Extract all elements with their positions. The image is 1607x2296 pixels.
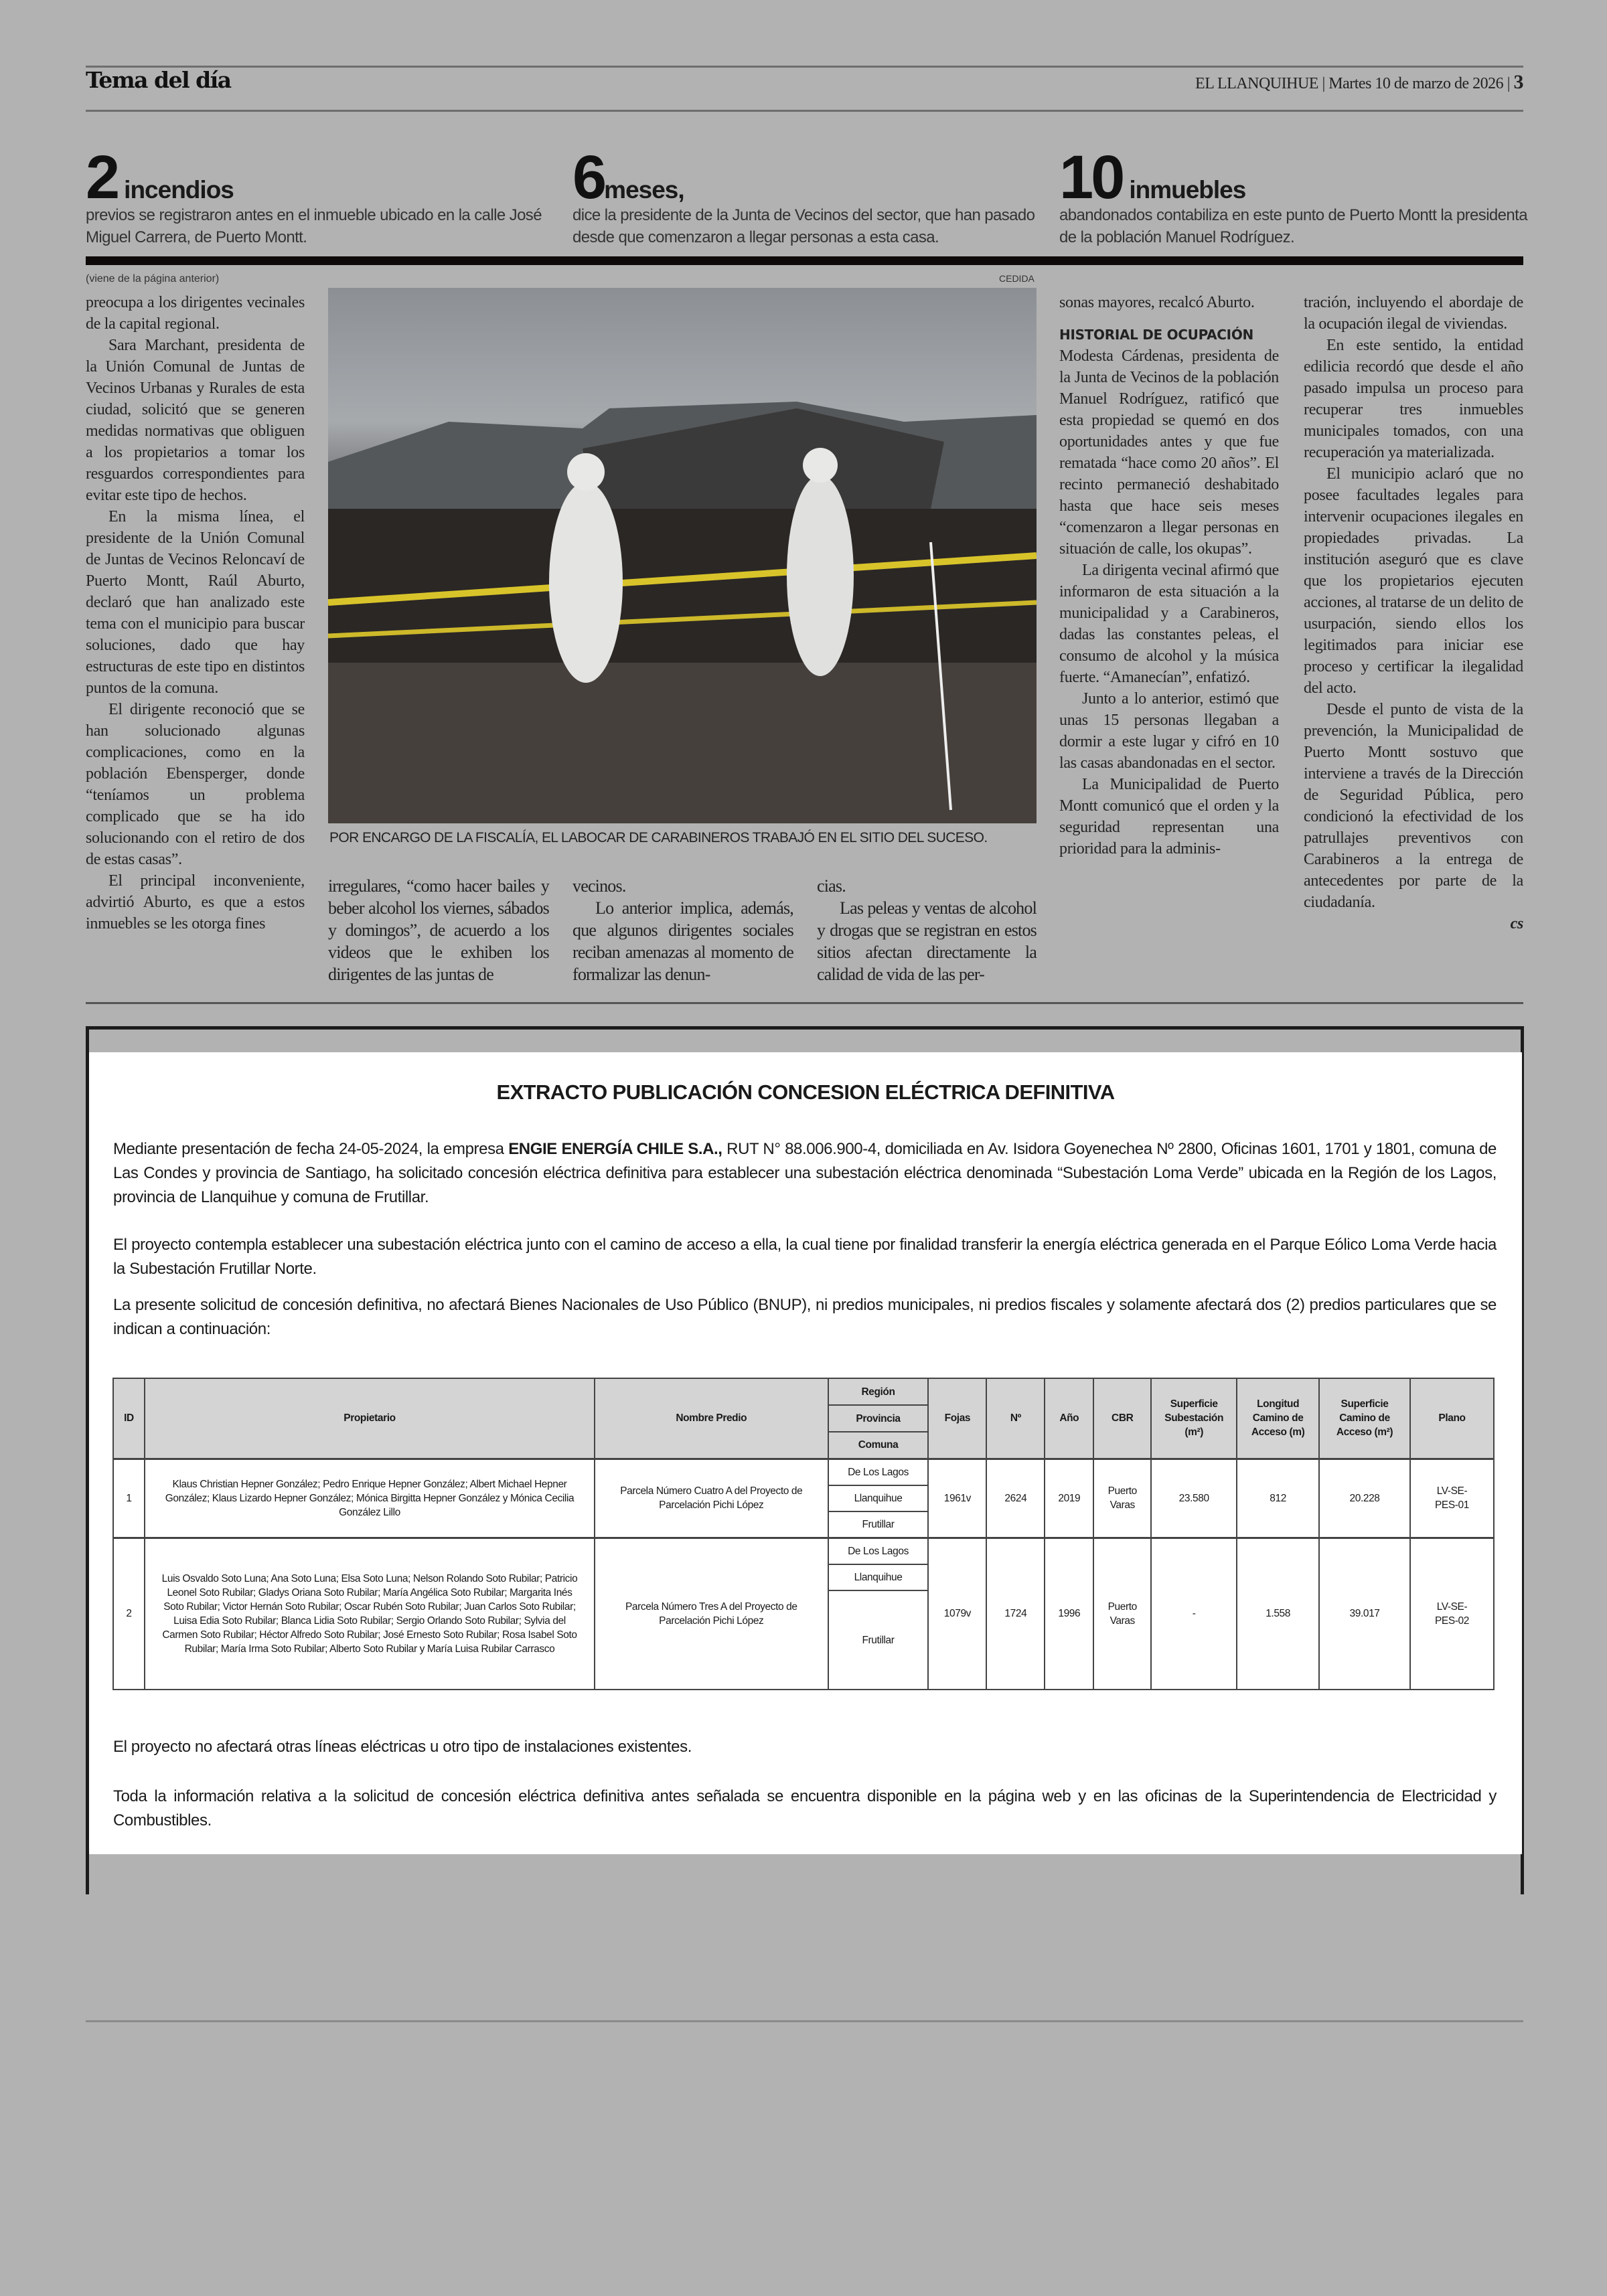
cell-year: 1996: [1045, 1538, 1093, 1690]
header-plan: Plano: [1410, 1378, 1494, 1459]
photo-caption: POR ENCARGO DE LA FISCALÍA, EL LABOCAR DE CARABINEROS TRABAJÓ EN EL SITIO DEL SUCESO.: [329, 830, 988, 845]
paragraph: cias.: [817, 876, 846, 896]
notice-paragraph-5: Toda la información relativa a la solicitud de concesión eléctrica definitiva antes señalada se encuentra disponible en la página web y en las oficinas de la Superintendencia de Electricidad y Combustibles.: [113, 1787, 1497, 1829]
stat-number: 2: [86, 143, 118, 212]
notice-paragraph-1: [113, 1137, 1497, 1210]
cell-commune: Frutillar: [828, 1511, 929, 1538]
stat-fires: [86, 143, 554, 248]
header-substation-area: Superficie Subestación (m²): [1151, 1378, 1237, 1459]
header-road-area: Superficie Camino de Acceso (m²): [1319, 1378, 1410, 1459]
paragraph: Junto a lo anterior, estimó que unas 15 personas llegaban a dormir a este lugar y cifró en 10 las casas abandonadas en el sector.: [1059, 690, 1279, 772]
cell-fojas: 1961v: [928, 1459, 986, 1538]
stat-unit: meses,: [604, 176, 684, 203]
top-rule: [86, 66, 1523, 68]
header-id: ID: [113, 1378, 145, 1459]
article-column-3: [572, 875, 793, 985]
end-mark: cs: [1510, 915, 1523, 932]
subheading: HISTORIAL DE OCUPACIÓN: [1059, 327, 1253, 343]
cell-province: Llanquihue: [828, 1485, 929, 1511]
paper-name: EL LLANQUIHUE: [1195, 75, 1318, 92]
cell-id: 1: [113, 1459, 145, 1538]
continued-note: (viene de la página anterior): [86, 273, 220, 284]
cell-road-length: 812: [1237, 1459, 1319, 1538]
stat-number: 10: [1059, 143, 1123, 212]
cell-substation-area: -: [1151, 1538, 1237, 1690]
paragraph: En la misma línea, el presidente de la Unión Comunal de Juntas de Vecinos Reloncaví de Puerto Montt, Raúl Aburto, declaró que han analizado este tema con el municipio para buscar soluciones, dado que hay estructuras de este tipo en distintos puntos de la comuna.: [86, 508, 305, 697]
cell-road-length: 1.558: [1237, 1538, 1319, 1690]
stat-number: 6: [572, 143, 605, 212]
header-fojas: Fojas: [928, 1378, 986, 1459]
notice-paragraph-4: El proyecto no afectará otras líneas eléctricas u otro tipo de instalaciones existentes.: [113, 1738, 692, 1756]
notice-paragraph-2: El proyecto contempla establecer una subestación eléctrica junto con el camino de acceso a ella, la cual tiene por finalidad transferir la energía eléctrica generada en el Parque Eólico Loma Verde hacia la Subestación Frutillar Norte.: [113, 1236, 1497, 1278]
paragraph: En este sentido, la entidad edilicia recordó que desde el año pasado impulsa un proceso para recuperar tres inmuebles municipales tomados, con una recuperación ya materializada.: [1304, 337, 1523, 461]
cell-substation-area: 23.580: [1151, 1459, 1237, 1538]
cell-region: De Los Lagos: [828, 1459, 929, 1485]
news-photo: [328, 288, 1037, 823]
paragraph: Lo anterior implica, además, que algunos dirigentes sociales reciban amenazas al momento de formalizar las denun-: [572, 898, 793, 984]
paragraph: La dirigenta vecinal afirmó que informaron de esta situación a la municipalidad y a Carabineros, dadas las constantes peleas, el consumo de alcohol y la música fuerte. “Amanecían”, enfatizó.: [1059, 562, 1279, 686]
header-road-length: Longitud Camino de Acceso (m): [1237, 1378, 1319, 1459]
properties-table: [112, 1378, 1495, 1690]
stat-desc: previos se registraron antes en el inmueble ubicado en la calle José Miguel Carrera, de Puerto Montt.: [86, 206, 542, 246]
section-title: Tema del día: [86, 67, 231, 93]
article-column-5: [1059, 292, 1279, 859]
header-cbr: CBR: [1093, 1378, 1151, 1459]
article-column-1: [86, 292, 305, 934]
legal-notice: [89, 1052, 1522, 1854]
cell-commune: Frutillar: [828, 1590, 929, 1690]
text: Mediante presentación de fecha 24-05-2024, la empresa: [113, 1140, 509, 1158]
cell-road-area: 20.228: [1319, 1459, 1410, 1538]
article-column-4: [817, 875, 1037, 985]
cell-road-area: 39.017: [1319, 1538, 1410, 1690]
cell-cbr: Puerto Varas: [1093, 1538, 1151, 1690]
cell-cbr: Puerto Varas: [1093, 1459, 1151, 1538]
paragraph: tración, incluyendo el abordaje de la ocupación ilegal de viviendas.: [1304, 294, 1523, 333]
masthead: EL LLANQUIHUE | Martes 10 de marzo de 2026 | 3: [1195, 71, 1523, 93]
header-owner: Propietario: [145, 1378, 595, 1459]
thick-divider: [86, 256, 1523, 265]
bottom-rule: [86, 2020, 1523, 2022]
issue-date: Martes 10 de marzo de 2026: [1328, 75, 1504, 92]
photo-credit: CEDIDA: [999, 273, 1035, 284]
cell-owner: Luis Osvaldo Soto Luna; Ana Soto Luna; Elsa Soto Luna; Nelson Rolando Soto Rubilar; Patricio Leonel Soto Rubilar; Gladys Oriana Soto Rubilar; María Angélica Soto Rubilar; Margarita Inés Soto Rubilar; Victor Hernán Soto Rubilar; Oscar Rubén Soto Rubilar; Juan Carlos Soto Rubilar; Luisa Edia Soto Rubilar; Blanca Lidia Soto Rubilar; Sergio Orlando Soto Rubilar; Sylvia del Carmen Soto Rubilar; Héctor Alfredo Soto Rubilar; José Ernesto Soto Rubilar; Rosa Isabel Soto Rubilar; María Irma Soto Rubilar; Alberto Soto Rubilar y María Luisa Rubilar Carrasco: [145, 1538, 595, 1690]
stat-unit: incendios: [124, 176, 234, 203]
paragraph: sonas mayores, recalcó Aburto.: [1059, 294, 1255, 311]
article-column-6: [1304, 292, 1523, 934]
header-province: Provincia: [828, 1405, 929, 1432]
header-property-name: Nombre Predio: [595, 1378, 828, 1459]
stat-properties: [1059, 143, 1528, 248]
cell-owner: Klaus Christian Hepner González; Pedro Enrique Hepner González; Albert Michael Hepner González; Klaus Lizardo Hepner González; Mónica Birgitta Hepner González y Mónica Cecilia González Lillo: [145, 1459, 595, 1538]
header-region: Región: [828, 1378, 929, 1405]
paragraph: Sara Marchant, presidenta de la Unión Comunal de Juntas de Vecinos Urbanas y Rurales de esta ciudad, solicitó que se generen medidas normativas que obliguen a los propietarios a tomar los resguardos correspondientes para evitar este tipo de hechos.: [86, 337, 305, 504]
cell-plan: LV-SE-PES-02: [1410, 1538, 1494, 1690]
stat-desc: abandonados contabiliza en este punto de Puerto Montt la presidenta de la población Manuel Rodríguez.: [1059, 206, 1527, 246]
text: RUT N° 88.006.900-4, domiciliada en Av. Isidora Goyenechea Nº 2800, Oficinas 1601, 1701 y 1801, comuna de Las Condes y provincia de Santiago, ha solicitado concesión eléctrica definitiva para establecer una subestación eléctrica denominada “Subestación Loma Verde” ubicada en la Región de los Lagos, provincia de Llanquihue y comuna de Frutillar.: [113, 1140, 1497, 1206]
stat-unit: inmuebles: [1129, 176, 1246, 203]
stat-months: [572, 143, 1041, 248]
paragraph: Desde el punto de vista de la prevención, la Municipalidad de Puerto Montt sostuvo que interviene a través de la Dirección de Seguridad Pública, pero condicionó la efectividad de los patrullajes preventivos con Carabineros a la entrega de antecedentes por parte de la ciudadanía.: [1304, 701, 1523, 911]
paragraph: El municipio aclaró que no posee facultades legales para intervenir ocupaciones ilegales en propiedades privadas. La institución aseguró que es clave que los propietarios ejecuten acciones, al tratarse de un delito de usurpación, siendo ellos los legitimados para iniciar ese proceso y certificar la ilegalidad del acto.: [1304, 465, 1523, 697]
paragraph: irregulares, “como hacer bailes y beber alcohol los viernes, sábados y domingos”, de acuerdo a los videos que le exhiben los dirigentes de las juntas de: [328, 876, 549, 984]
cell-id: 2: [113, 1538, 145, 1690]
header-year: Año: [1045, 1378, 1093, 1459]
notice-paragraph-3: La presente solicitud de concesión definitiva, no afectará Bienes Nacionales de Uso Público (BNUP), ni predios municipales, ni predios fiscales y solamente afectará dos (2) predios particulares que se indican a continuación:: [113, 1296, 1497, 1338]
paragraph: preocupa a los dirigentes vecinales de la capital regional.: [86, 294, 305, 333]
cell-year: 2019: [1045, 1459, 1093, 1538]
paragraph: vecinos.: [572, 876, 626, 896]
header-rule: [86, 110, 1523, 112]
notice-title: EXTRACTO PUBLICACIÓN CONCESION ELÉCTRICA DEFINITIVA: [496, 1080, 1115, 1104]
stat-desc: dice la presidente de la Junta de Vecinos del sector, que han pasado desde que comenzaron a llegar personas a esta casa.: [572, 206, 1035, 246]
cell-region: De Los Lagos: [828, 1538, 929, 1564]
cell-property-name: Parcela Número Cuatro A del Proyecto de Parcelación Pichi López: [595, 1459, 828, 1538]
table-row: [113, 1538, 1494, 1564]
page-number: 3: [1513, 71, 1523, 93]
header-number: Nº: [986, 1378, 1045, 1459]
cell-province: Llanquihue: [828, 1564, 929, 1590]
paragraph: Modesta Cárdenas, presidenta de la Junta de Vecinos de la población Manuel Rodríguez, ratificó que esta propiedad se quemó en dos oportunidades antes y que fue rematada “hace como 20 años”. El recinto permaneció deshabitado hasta que hace seis meses “comenzaron a llegar personas en situación de calle, los okupas”.: [1059, 347, 1279, 558]
table-row: [113, 1459, 1494, 1485]
paragraph: Las peleas y ventas de alcohol y drogas que se registran en estos sitios afectan directamente la calidad de vida de las per-: [817, 898, 1037, 984]
paragraph: El dirigente reconoció que se han solucionado algunas complicaciones, como en la población Ebensperger, donde “teníamos un problema complicado que se ha ido solucionando con el retiro de dos de estas casas”.: [86, 701, 305, 868]
article-end-rule: [86, 1002, 1523, 1004]
cell-property-name: Parcela Número Tres A del Proyecto de Parcelación Pichi López: [595, 1538, 828, 1690]
fire-scene-image: [328, 288, 1037, 823]
cell-number: 1724: [986, 1538, 1045, 1690]
paragraph: El principal inconveniente, advirtió Aburto, es que a estos inmuebles se les otorga fines: [86, 872, 305, 932]
cell-fojas: 1079v: [928, 1538, 986, 1690]
article-column-2: [328, 875, 549, 985]
paragraph: La Municipalidad de Puerto Montt comunicó que el orden y la seguridad representan una prioridad para la adminis-: [1059, 776, 1279, 857]
company-name: ENGIE ENERGÍA CHILE S.A.,: [508, 1140, 722, 1158]
cell-plan: LV-SE-PES-01: [1410, 1459, 1494, 1538]
cell-number: 2624: [986, 1459, 1045, 1538]
header-commune: Comuna: [828, 1432, 929, 1459]
